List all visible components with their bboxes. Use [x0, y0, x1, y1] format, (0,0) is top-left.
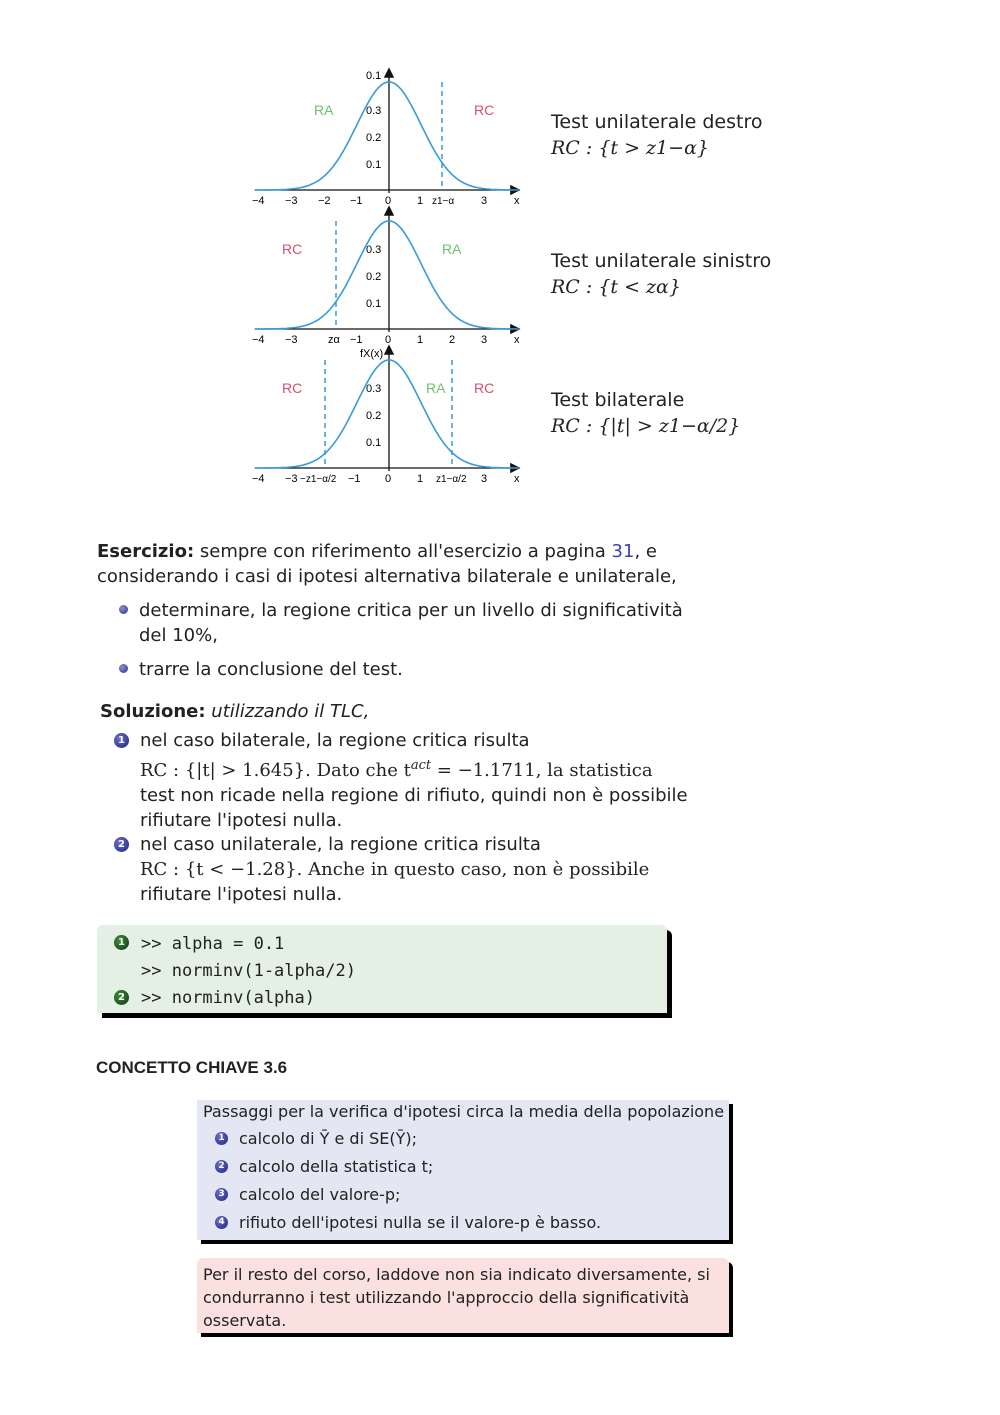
exercise-text: sempre con riferimento all'esercizio a pagina — [194, 541, 612, 562]
note-line: Per il resto del corso, laddove non sia indicato diversamente, si — [203, 1265, 710, 1284]
caption-title: Test bilaterale — [551, 389, 685, 411]
caption-formula: RC : {t < zα} — [551, 276, 681, 298]
x-tick: 0 — [385, 195, 392, 207]
solution-item — [140, 728, 700, 833]
x-tick: −1 — [348, 473, 361, 485]
y-tick: 0.3 — [366, 244, 382, 256]
number-marker-icon: 2 — [114, 837, 129, 852]
x-tick: z1−α — [432, 196, 455, 207]
solution-line: RC : {t < −1.28}. Anche in questo caso, non è possibile — [140, 859, 650, 880]
caption-formula: RC : {|t| > z1−α/2} — [551, 415, 741, 437]
number-marker-icon: 2 — [114, 990, 129, 1005]
x-tick: 1 — [417, 334, 424, 346]
x-tick: zα — [328, 334, 340, 346]
solution-heading — [100, 699, 369, 724]
key-concept-heading: CONCETTO CHIAVE 3.6 — [96, 1058, 288, 1077]
region-label-right: RC — [474, 102, 495, 118]
x-tick: 0 — [385, 473, 392, 485]
note-line: condurranno i test utilizzando l'approccio della significatività — [203, 1288, 690, 1307]
exercise-text: , e — [634, 541, 657, 562]
solution-line: test non ricade nella regione di rifiuto, quindi non è possibile — [140, 785, 688, 806]
number-marker-icon: 1 — [114, 935, 129, 950]
x-tick: −1 — [350, 334, 363, 346]
region-label-middle: RA — [426, 380, 446, 396]
y-tick: 0.2 — [366, 410, 382, 422]
x-tick: x — [514, 473, 520, 485]
note-line: osservata. — [203, 1311, 287, 1330]
caption-right-tail — [551, 109, 762, 161]
number-marker-icon: 3 — [215, 1188, 228, 1201]
y-tick: 0.2 — [366, 132, 382, 144]
x-tick: 1 — [417, 195, 424, 207]
bullet-icon — [119, 664, 128, 673]
code-line: >> alpha = 0.1 — [141, 934, 285, 954]
region-label-right: RC — [474, 380, 495, 396]
x-tick: −3 — [285, 334, 298, 346]
x-ticks — [252, 334, 520, 346]
x-tick: 3 — [481, 195, 488, 207]
x-ticks — [252, 473, 520, 485]
solution-line: nel caso unilaterale, la regione critica risulta — [140, 834, 541, 855]
exercise-bullet — [139, 598, 683, 648]
x-tick: 2 — [449, 334, 456, 346]
x-tick: −4 — [252, 473, 265, 485]
normal-distribution-figures — [0, 0, 1000, 500]
number-marker-icon: 1 — [215, 1132, 228, 1145]
y-tick: 0.1 — [366, 70, 382, 82]
key-step: calcolo della statistica t; — [239, 1157, 434, 1176]
exercise-text: considerando i casi di ipotesi alternativa bilaterale e unilaterale, — [97, 566, 677, 587]
caption-title: Test unilaterale sinistro — [551, 250, 772, 272]
code-lines — [141, 931, 356, 1012]
x-tick: −3 — [285, 473, 298, 485]
graph-two-tailed — [252, 347, 520, 485]
number-marker-icon: 2 — [215, 1160, 228, 1173]
bullet-text: determinare, la regione critica per un livello di significatività — [139, 600, 683, 621]
formula-text: = −1.1711, la statistica — [431, 760, 653, 781]
y-axis-label: fX(x) — [360, 348, 384, 360]
caption-left-tail — [551, 248, 771, 300]
code-line: >> norminv(alpha) — [141, 988, 315, 1008]
solution-line: nel caso bilaterale, la regione critica risulta — [140, 730, 530, 751]
number-marker-icon: 4 — [215, 1216, 228, 1229]
code-line: >> norminv(1-alpha/2) — [141, 961, 356, 981]
y-tick: 0.1 — [366, 298, 382, 310]
key-step: calcolo di Ȳ e di SE(Ȳ); — [239, 1129, 418, 1148]
x-tick: −z1−α/2 — [300, 474, 337, 485]
y-tick: 0.3 — [366, 383, 382, 395]
region-label-left: RA — [314, 102, 334, 118]
formula-text: RC : {|t| > 1.645}. Dato che t — [140, 760, 411, 781]
solution-line: rifiutare l'ipotesi nulla. — [140, 884, 343, 905]
superscript: act — [410, 758, 432, 773]
x-tick: 3 — [481, 334, 488, 346]
x-tick: 1 — [417, 473, 424, 485]
region-label-right: RA — [442, 241, 462, 257]
exercise-label: Esercizio: — [97, 541, 195, 562]
solution-line — [140, 753, 700, 783]
exercise-bullet: trarre la conclusione del test. — [139, 659, 403, 680]
y-tick: 0.2 — [366, 271, 382, 283]
solution-intro: utilizzando il TLC, — [211, 701, 370, 722]
graph-left-tail — [252, 208, 520, 346]
x-tick: −4 — [252, 195, 265, 207]
x-tick: 0 — [385, 334, 392, 346]
solution-item — [140, 832, 700, 907]
x-tick: −4 — [252, 334, 265, 346]
caption-formula: RC : {t > z1−α} — [551, 137, 709, 159]
note-text — [203, 1263, 710, 1332]
exercise — [97, 539, 717, 589]
caption-title: Test unilaterale destro — [551, 111, 763, 133]
bullet-text: del 10%, — [139, 625, 218, 646]
number-marker-icon: 1 — [114, 733, 129, 748]
x-ticks — [252, 195, 520, 207]
solution-label: Soluzione: — [100, 701, 206, 722]
y-tick: 0.1 — [366, 159, 382, 171]
y-tick: 0.1 — [366, 437, 382, 449]
x-tick: z1−α/2 — [436, 474, 467, 485]
caption-two-tailed — [551, 387, 740, 439]
page-link[interactable]: 31 — [611, 541, 635, 562]
x-tick: x — [514, 334, 520, 346]
x-tick: −2 — [318, 195, 331, 207]
x-tick: −1 — [350, 195, 363, 207]
x-tick: 3 — [481, 473, 488, 485]
region-label-left: RC — [282, 241, 303, 257]
y-tick: 0.3 — [366, 105, 382, 117]
key-concept-title: Passaggi per la verifica d'ipotesi circa la media della popolazione — [203, 1102, 725, 1121]
bullet-icon — [119, 605, 128, 614]
graph-right-tail — [252, 70, 520, 207]
key-step: calcolo del valore-p; — [239, 1185, 401, 1204]
solution-line: rifiutare l'ipotesi nulla. — [140, 810, 343, 831]
key-step: rifiuto dell'ipotesi nulla se il valore-p è basso. — [239, 1213, 602, 1232]
region-label-left: RC — [282, 380, 303, 396]
x-tick: −3 — [285, 195, 298, 207]
x-tick: x — [514, 195, 520, 207]
